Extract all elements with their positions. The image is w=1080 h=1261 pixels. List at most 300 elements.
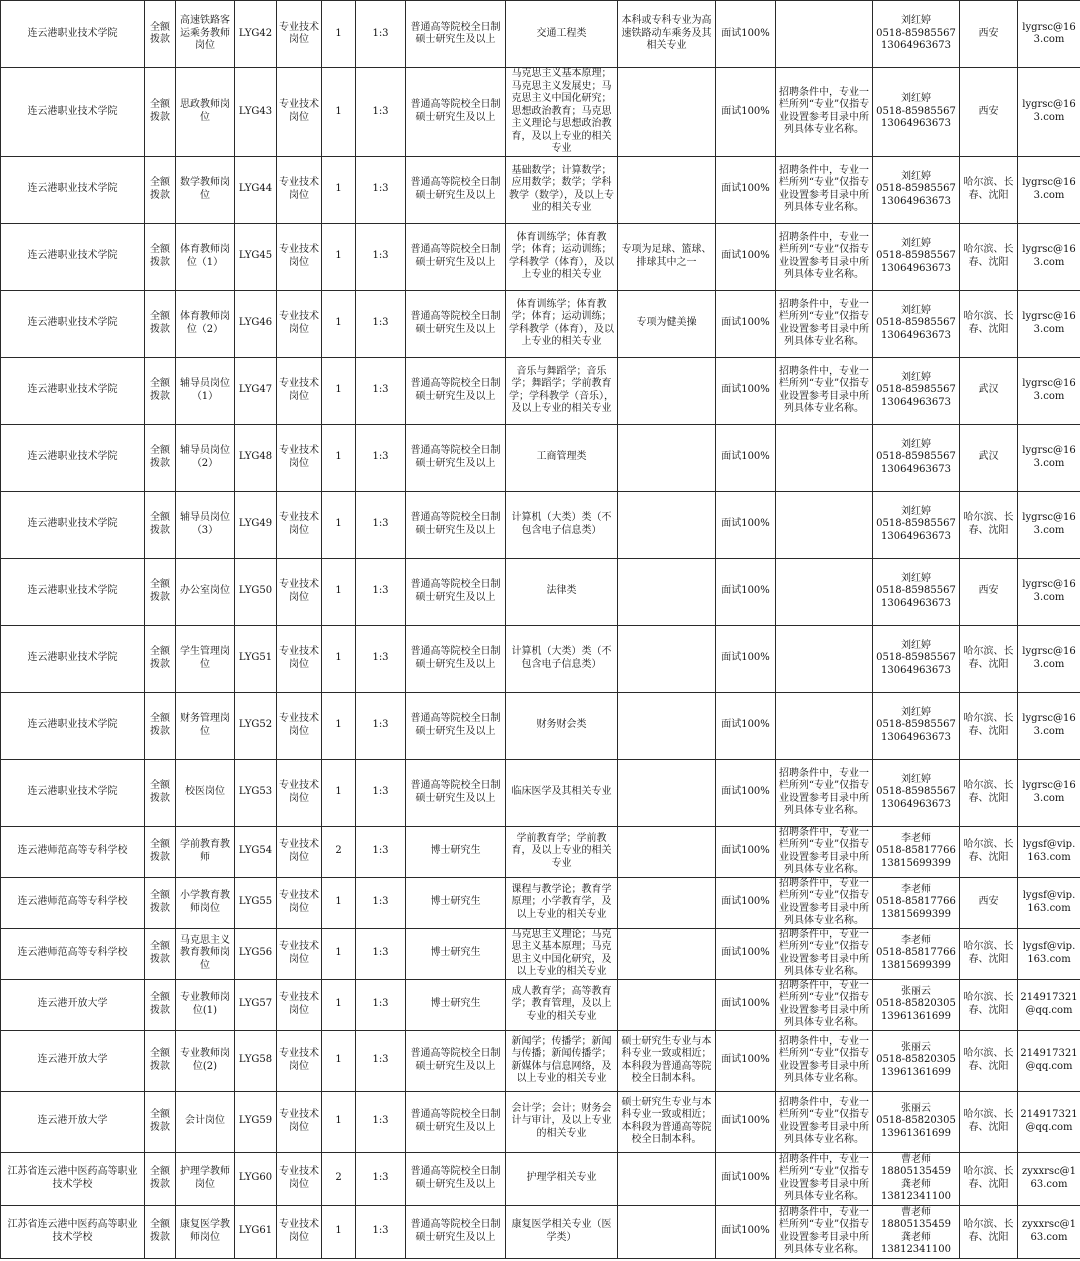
contact-cell xyxy=(873,424,960,491)
other-req-cell xyxy=(618,558,716,625)
note-cell xyxy=(776,692,873,759)
funding-cell: 全额拨款 xyxy=(145,491,176,558)
major-cell: 马克思主义理论；马克思主义基本原理；马克思主义中国化研究，及以上专业的相关专业 xyxy=(506,928,618,979)
unit-cell: 连云港职业技术学院 xyxy=(1,1,145,68)
note-cell xyxy=(776,558,873,625)
count-cell: 1 xyxy=(322,1030,356,1091)
position-cell: 专业教师岗位(2) xyxy=(176,1030,235,1091)
position-cell: 护理学教师岗位 xyxy=(176,1152,235,1205)
contact-cell xyxy=(873,558,960,625)
ratio-cell: 1:3 xyxy=(356,223,406,290)
contact-phone: 18805135459 xyxy=(881,1219,951,1230)
code-cell: LYG61 xyxy=(235,1205,277,1258)
major-cell: 新闻学；传播学；新闻与传播；新闻传播学；新媒体与信息网络，及以上专业的相关专业 xyxy=(506,1030,618,1091)
count-cell: 1 xyxy=(322,1205,356,1258)
note-cell: 招聘条件中，专业一栏所列“专业”仅指专业设置参考目录中所列具体专业名称。 xyxy=(776,357,873,424)
table-row xyxy=(1,357,1080,424)
contact-cell xyxy=(873,928,960,979)
contact-mobile: 13961361699 xyxy=(881,1066,951,1078)
major-cell: 临床医学及其相关专业 xyxy=(506,759,618,826)
exam-site-cell: 武汉 xyxy=(960,357,1018,424)
ratio-cell: 1:3 xyxy=(356,928,406,979)
table-row xyxy=(1,979,1080,1030)
major-cell: 音乐与舞蹈学；音乐学；舞蹈学；学前教育学；学科教学（音乐），及以上专业的相关专业 xyxy=(506,357,618,424)
email-cell: lygrsc@163.com xyxy=(1018,759,1080,826)
email-cell: lygrsc@163.com xyxy=(1018,491,1080,558)
code-cell: LYG55 xyxy=(235,877,277,928)
code-cell: LYG50 xyxy=(235,558,277,625)
note-cell: 招聘条件中，专业一栏所列“专业”仅指专业设置参考目录中所列具体专业名称。 xyxy=(776,223,873,290)
contact-mobile: 13064963673 xyxy=(881,798,951,810)
unit-cell: 连云港职业技术学院 xyxy=(1,156,145,223)
contact-name: 刘红婷 xyxy=(901,773,931,785)
code-cell: LYG48 xyxy=(235,424,277,491)
exam-cell: 面试100% xyxy=(716,759,776,826)
contact-name: 刘红婷 xyxy=(901,304,931,316)
other-req-cell: 硕士研究生专业与本科专业一致或相近；本科段为普通高等院校全日制本科。 xyxy=(618,1030,716,1091)
contact-cell xyxy=(873,1205,960,1258)
education-cell: 普通高等院校全日制硕士研究生及以上 xyxy=(406,290,506,357)
exam-site-cell: 哈尔滨、长春、沈阳 xyxy=(960,491,1018,558)
exam-site-cell: 哈尔滨、长春、沈阳 xyxy=(960,1152,1018,1205)
other-req-cell xyxy=(618,877,716,928)
education-cell: 普通高等院校全日制硕士研究生及以上 xyxy=(406,424,506,491)
unit-cell: 连云港开放大学 xyxy=(1,1091,145,1152)
email-cell: lygsf@vip.163.com xyxy=(1018,826,1080,877)
email-cell: lygrsc@163.com xyxy=(1018,357,1080,424)
category-cell: 专业技术岗位 xyxy=(277,1152,322,1205)
unit-cell: 连云港职业技术学院 xyxy=(1,491,145,558)
unit-cell: 连云港职业技术学院 xyxy=(1,625,145,692)
note-cell: 招聘条件中，专业一栏所列“专业”仅指专业设置参考目录中所列具体专业名称。 xyxy=(776,1091,873,1152)
category-cell: 专业技术岗位 xyxy=(277,223,322,290)
code-cell: LYG45 xyxy=(235,223,277,290)
major-cell: 成人教育学；高等教育学；教育管理，及以上专业的相关专业 xyxy=(506,979,618,1030)
table-row xyxy=(1,424,1080,491)
funding-cell: 全额拨款 xyxy=(145,979,176,1030)
contact-name: 刘红婷 xyxy=(901,170,931,182)
contact-mobile: 13064963673 xyxy=(881,329,951,341)
major-cell: 工商管理类 xyxy=(506,424,618,491)
education-cell: 博士研究生 xyxy=(406,826,506,877)
other-req-cell: 硕士研究生专业与本科专业一致或相近；本科段为普通高等院校全日制本科。 xyxy=(618,1091,716,1152)
contact-mobile: 13064963673 xyxy=(881,40,951,52)
position-cell: 高速铁路客运乘务教师岗位 xyxy=(176,1,235,68)
contact-mobile: 13064963673 xyxy=(881,597,951,609)
category-cell: 专业技术岗位 xyxy=(277,1030,322,1091)
contact-phone: 0518-85817766 xyxy=(876,947,956,959)
position-cell: 会计岗位 xyxy=(176,1091,235,1152)
other-req-cell xyxy=(618,979,716,1030)
contact-phone: 0518-85817766 xyxy=(876,896,956,908)
contact-cell xyxy=(873,68,960,157)
exam-cell: 面试100% xyxy=(716,68,776,157)
contact-phone: 0518-85820305 xyxy=(876,1054,956,1066)
category-cell: 专业技术岗位 xyxy=(277,877,322,928)
exam-site-cell: 西安 xyxy=(960,1,1018,68)
position-cell: 学前教育教师 xyxy=(176,826,235,877)
category-cell: 专业技术岗位 xyxy=(277,625,322,692)
position-cell: 思政教师岗位 xyxy=(176,68,235,157)
note-cell: 招聘条件中，专业一栏所列“专业”仅指专业设置参考目录中所列具体专业名称。 xyxy=(776,979,873,1030)
code-cell: LYG60 xyxy=(235,1152,277,1205)
ratio-cell: 1:3 xyxy=(356,558,406,625)
funding-cell: 全额拨款 xyxy=(145,1091,176,1152)
ratio-cell: 1:3 xyxy=(356,1205,406,1258)
contact-name: 张丽云 xyxy=(901,1102,931,1114)
table-row xyxy=(1,156,1080,223)
contact-cell xyxy=(873,357,960,424)
contact-mobile: 13064963673 xyxy=(881,396,951,408)
funding-cell: 全额拨款 xyxy=(145,1152,176,1205)
other-req-cell xyxy=(618,424,716,491)
unit-cell: 连云港开放大学 xyxy=(1,979,145,1030)
contact-cell xyxy=(873,1,960,68)
contact-name: 刘红婷 xyxy=(901,371,931,383)
other-req-cell: 专项为健美操 xyxy=(618,290,716,357)
position-cell: 专业教师岗位(1) xyxy=(176,979,235,1030)
exam-cell: 面试100% xyxy=(716,979,776,1030)
contact-phone: 0518-85820305 xyxy=(876,998,956,1010)
code-cell: LYG54 xyxy=(235,826,277,877)
code-cell: LYG58 xyxy=(235,1030,277,1091)
contact-cell xyxy=(873,692,960,759)
email-cell: lygrsc@163.com xyxy=(1018,1,1080,68)
contact-cell xyxy=(873,156,960,223)
contact-name: 刘红婷 xyxy=(901,93,931,104)
category-cell: 专业技术岗位 xyxy=(277,1205,322,1258)
exam-cell: 面试100% xyxy=(716,290,776,357)
contact-name: 刘红婷 xyxy=(901,572,931,584)
other-req-cell xyxy=(618,692,716,759)
table-row xyxy=(1,625,1080,692)
count-cell: 1 xyxy=(322,156,356,223)
contact-name: 刘红婷 xyxy=(901,438,931,450)
funding-cell: 全额拨款 xyxy=(145,692,176,759)
funding-cell: 全额拨款 xyxy=(145,357,176,424)
contact-name-2: 龚老师 xyxy=(901,1231,931,1243)
ratio-cell: 1:3 xyxy=(356,1091,406,1152)
exam-cell: 面试100% xyxy=(716,357,776,424)
contact-name: 曹老师 xyxy=(901,1153,931,1165)
funding-cell: 全额拨款 xyxy=(145,877,176,928)
position-cell: 康复医学教师岗位 xyxy=(176,1205,235,1258)
contact-phone: 0518-85985567 xyxy=(876,317,956,329)
count-cell: 1 xyxy=(322,625,356,692)
exam-site-cell: 哈尔滨、长春、沈阳 xyxy=(960,290,1018,357)
contact-phone: 0518-85985567 xyxy=(876,719,956,731)
exam-site-cell: 哈尔滨、长春、沈阳 xyxy=(960,1030,1018,1091)
other-req-cell xyxy=(618,826,716,877)
ratio-cell: 1:3 xyxy=(356,357,406,424)
note-cell xyxy=(776,491,873,558)
code-cell: LYG52 xyxy=(235,692,277,759)
contact-phone: 0518-85985567 xyxy=(876,183,956,195)
contact-cell xyxy=(873,491,960,558)
funding-cell: 全额拨款 xyxy=(145,558,176,625)
funding-cell: 全额拨款 xyxy=(145,1,176,68)
contact-phone: 18805135459 xyxy=(881,1166,951,1177)
exam-site-cell: 哈尔滨、长春、沈阳 xyxy=(960,625,1018,692)
funding-cell: 全额拨款 xyxy=(145,625,176,692)
unit-cell: 连云港职业技术学院 xyxy=(1,68,145,157)
email-cell: lygrsc@163.com xyxy=(1018,692,1080,759)
ratio-cell: 1:3 xyxy=(356,692,406,759)
contact-cell xyxy=(873,979,960,1030)
contact-mobile: 13064963673 xyxy=(881,118,951,129)
table-row xyxy=(1,759,1080,826)
funding-cell: 全额拨款 xyxy=(145,68,176,157)
contact-phone: 0518-85817766 xyxy=(876,845,956,857)
education-cell: 普通高等院校全日制硕士研究生及以上 xyxy=(406,1030,506,1091)
note-cell: 招聘条件中，专业一栏所列“专业”仅指专业设置参考目录中所列具体专业名称。 xyxy=(776,68,873,157)
count-cell: 1 xyxy=(322,290,356,357)
exam-site-cell: 哈尔滨、长春、沈阳 xyxy=(960,156,1018,223)
category-cell: 专业技术岗位 xyxy=(277,156,322,223)
email-cell: lygsf@vip.163.com xyxy=(1018,928,1080,979)
category-cell: 专业技术岗位 xyxy=(277,759,322,826)
table-row xyxy=(1,692,1080,759)
contact-name: 张丽云 xyxy=(901,1041,931,1053)
note-cell: 招聘条件中，专业一栏所列“专业”仅指专业设置参考目录中所列具体专业名称。 xyxy=(776,1152,873,1205)
contact-name: 李老师 xyxy=(901,934,931,946)
other-req-cell: 本科或专科专业为高速铁路动车乘务及其相关专业 xyxy=(618,1,716,68)
education-cell: 普通高等院校全日制硕士研究生及以上 xyxy=(406,68,506,157)
count-cell: 1 xyxy=(322,357,356,424)
contact-mobile: 13815699399 xyxy=(881,857,951,869)
other-req-cell xyxy=(618,156,716,223)
exam-site-cell: 哈尔滨、长春、沈阳 xyxy=(960,928,1018,979)
contact-cell xyxy=(873,759,960,826)
major-cell: 计算机（大类）类（不包含电子信息类） xyxy=(506,491,618,558)
table-row xyxy=(1,68,1080,157)
education-cell: 博士研究生 xyxy=(406,877,506,928)
email-cell: lygrsc@163.com xyxy=(1018,223,1080,290)
email-cell: zyxxrsc@163.com xyxy=(1018,1152,1080,1205)
email-cell: lygrsc@163.com xyxy=(1018,625,1080,692)
contact-phone: 0518-85985567 xyxy=(876,27,956,39)
email-cell: lygrsc@163.com xyxy=(1018,290,1080,357)
code-cell: LYG49 xyxy=(235,491,277,558)
note-cell: 招聘条件中，专业一栏所列“专业”仅指专业设置参考目录中所列具体专业名称。 xyxy=(776,759,873,826)
contact-name: 曹老师 xyxy=(901,1206,931,1218)
education-cell: 普通高等院校全日制硕士研究生及以上 xyxy=(406,625,506,692)
email-cell: lygrsc@163.com xyxy=(1018,424,1080,491)
count-cell: 1 xyxy=(322,928,356,979)
count-cell: 1 xyxy=(322,558,356,625)
contact-phone: 0518-85985567 xyxy=(876,451,956,463)
ratio-cell: 1:3 xyxy=(356,68,406,157)
note-cell: 招聘条件中，专业一栏所列“专业”仅指专业设置参考目录中所列具体专业名称。 xyxy=(776,1205,873,1258)
table-row xyxy=(1,558,1080,625)
contact-phone: 0518-85985567 xyxy=(876,518,956,530)
contact-mobile: 13812341100 xyxy=(881,1244,951,1255)
exam-cell: 面试100% xyxy=(716,1,776,68)
category-cell: 专业技术岗位 xyxy=(277,357,322,424)
code-cell: LYG47 xyxy=(235,357,277,424)
major-cell: 法律类 xyxy=(506,558,618,625)
exam-site-cell: 哈尔滨、长春、沈阳 xyxy=(960,759,1018,826)
education-cell: 博士研究生 xyxy=(406,979,506,1030)
table-row xyxy=(1,1030,1080,1091)
position-cell: 辅导员岗位（3） xyxy=(176,491,235,558)
major-cell: 会计学；会计；财务会计与审计，及以上专业的相关专业 xyxy=(506,1091,618,1152)
exam-site-cell: 哈尔滨、长春、沈阳 xyxy=(960,979,1018,1030)
contact-mobile: 13815699399 xyxy=(881,908,951,920)
position-cell: 马克思主义教育教师岗位 xyxy=(176,928,235,979)
ratio-cell: 1:3 xyxy=(356,826,406,877)
count-cell: 1 xyxy=(322,1091,356,1152)
category-cell: 专业技术岗位 xyxy=(277,290,322,357)
contact-phone: 0518-85985567 xyxy=(876,384,956,396)
unit-cell: 连云港职业技术学院 xyxy=(1,692,145,759)
table-row xyxy=(1,1152,1080,1205)
contact-name: 刘红婷 xyxy=(901,706,931,718)
count-cell: 1 xyxy=(322,1,356,68)
exam-site-cell: 武汉 xyxy=(960,424,1018,491)
table-row xyxy=(1,491,1080,558)
education-cell: 普通高等院校全日制硕士研究生及以上 xyxy=(406,357,506,424)
contact-name: 刘红婷 xyxy=(901,639,931,651)
major-cell: 康复医学相关专业（医学类） xyxy=(506,1205,618,1258)
exam-site-cell: 西安 xyxy=(960,68,1018,157)
category-cell: 专业技术岗位 xyxy=(277,491,322,558)
education-cell: 普通高等院校全日制硕士研究生及以上 xyxy=(406,223,506,290)
count-cell: 1 xyxy=(322,491,356,558)
unit-cell: 江苏省连云港中医药高等职业技术学校 xyxy=(1,1205,145,1258)
contact-cell xyxy=(873,877,960,928)
education-cell: 普通高等院校全日制硕士研究生及以上 xyxy=(406,1205,506,1258)
code-cell: LYG53 xyxy=(235,759,277,826)
education-cell: 普通高等院校全日制硕士研究生及以上 xyxy=(406,156,506,223)
position-cell: 小学教育教师岗位 xyxy=(176,877,235,928)
unit-cell: 连云港职业技术学院 xyxy=(1,424,145,491)
funding-cell: 全额拨款 xyxy=(145,1030,176,1091)
other-req-cell xyxy=(618,68,716,157)
other-req-cell xyxy=(618,1205,716,1258)
count-cell: 1 xyxy=(322,692,356,759)
contact-mobile: 13064963673 xyxy=(881,664,951,676)
contact-mobile: 13064963673 xyxy=(881,463,951,475)
funding-cell: 全额拨款 xyxy=(145,223,176,290)
exam-site-cell: 西安 xyxy=(960,877,1018,928)
count-cell: 1 xyxy=(322,223,356,290)
funding-cell: 全额拨款 xyxy=(145,826,176,877)
table-row xyxy=(1,928,1080,979)
contact-name: 李老师 xyxy=(901,883,931,895)
unit-cell: 连云港师范高等专科学校 xyxy=(1,928,145,979)
exam-cell: 面试100% xyxy=(716,877,776,928)
ratio-cell: 1:3 xyxy=(356,625,406,692)
funding-cell: 全额拨款 xyxy=(145,928,176,979)
category-cell: 专业技术岗位 xyxy=(277,558,322,625)
major-cell: 马克思主义基本原理；马克思主义发展史；马克思主义中国化研究；思想政治教育；马克思主义理论与思想政治教育，及以上专业的相关专业 xyxy=(506,68,618,157)
unit-cell: 连云港开放大学 xyxy=(1,1030,145,1091)
funding-cell: 全额拨款 xyxy=(145,156,176,223)
note-cell: 招聘条件中，专业一栏所列“专业”仅指专业设置参考目录中所列具体专业名称。 xyxy=(776,826,873,877)
contact-name: 张丽云 xyxy=(901,985,931,997)
position-cell: 办公室岗位 xyxy=(176,558,235,625)
funding-cell: 全额拨款 xyxy=(145,290,176,357)
unit-cell: 连云港师范高等专科学校 xyxy=(1,877,145,928)
education-cell: 普通高等院校全日制硕士研究生及以上 xyxy=(406,1,506,68)
category-cell: 专业技术岗位 xyxy=(277,68,322,157)
education-cell: 普通高等院校全日制硕士研究生及以上 xyxy=(406,1091,506,1152)
unit-cell: 连云港职业技术学院 xyxy=(1,357,145,424)
contact-cell xyxy=(873,1152,960,1205)
contact-cell xyxy=(873,223,960,290)
education-cell: 普通高等院校全日制硕士研究生及以上 xyxy=(406,1152,506,1205)
table-row xyxy=(1,223,1080,290)
education-cell: 普通高等院校全日制硕士研究生及以上 xyxy=(406,759,506,826)
major-cell: 学前教育学；学前教育，及以上专业的相关专业 xyxy=(506,826,618,877)
contact-name: 刘红婷 xyxy=(901,15,931,27)
code-cell: LYG59 xyxy=(235,1091,277,1152)
category-cell: 专业技术岗位 xyxy=(277,692,322,759)
position-cell: 体育教师岗位（1） xyxy=(176,223,235,290)
ratio-cell: 1:3 xyxy=(356,759,406,826)
category-cell: 专业技术岗位 xyxy=(277,1,322,68)
table-row xyxy=(1,1091,1080,1152)
email-cell: 214917321@qq.com xyxy=(1018,1091,1080,1152)
email-cell: lygsf@vip.163.com xyxy=(1018,877,1080,928)
exam-cell: 面试100% xyxy=(716,156,776,223)
note-cell: 招聘条件中，专业一栏所列“专业”仅指专业设置参考目录中所列具体专业名称。 xyxy=(776,877,873,928)
other-req-cell xyxy=(618,625,716,692)
exam-site-cell: 西安 xyxy=(960,558,1018,625)
count-cell: 1 xyxy=(322,759,356,826)
contact-mobile: 13961361699 xyxy=(881,1010,951,1022)
contact-mobile: 13812341100 xyxy=(881,1191,951,1202)
note-cell xyxy=(776,625,873,692)
code-cell: LYG56 xyxy=(235,928,277,979)
ratio-cell: 1:3 xyxy=(356,877,406,928)
contact-cell xyxy=(873,1091,960,1152)
table-row xyxy=(1,290,1080,357)
exam-cell: 面试100% xyxy=(716,1205,776,1258)
major-cell: 计算机（大类）类（不包含电子信息类） xyxy=(506,625,618,692)
unit-cell: 连云港职业技术学院 xyxy=(1,223,145,290)
funding-cell: 全额拨款 xyxy=(145,424,176,491)
exam-cell: 面试100% xyxy=(716,1091,776,1152)
contact-mobile: 13815699399 xyxy=(881,959,951,971)
count-cell: 1 xyxy=(322,68,356,157)
major-cell: 课程与教学论；教育学原理；小学教育学，及以上专业的相关专业 xyxy=(506,877,618,928)
count-cell: 2 xyxy=(322,826,356,877)
email-cell: lygrsc@163.com xyxy=(1018,68,1080,157)
contact-phone: 0518-85985567 xyxy=(876,652,956,664)
email-cell: zyxxrsc@163.com xyxy=(1018,1205,1080,1258)
other-req-cell xyxy=(618,357,716,424)
ratio-cell: 1:3 xyxy=(356,1,406,68)
code-cell: LYG57 xyxy=(235,979,277,1030)
funding-cell: 全额拨款 xyxy=(145,1205,176,1258)
funding-cell: 全额拨款 xyxy=(145,759,176,826)
exam-cell: 面试100% xyxy=(716,625,776,692)
contact-mobile: 13064963673 xyxy=(881,731,951,743)
code-cell: LYG43 xyxy=(235,68,277,157)
table-row xyxy=(1,877,1080,928)
ratio-cell: 1:3 xyxy=(356,1152,406,1205)
education-cell: 普通高等院校全日制硕士研究生及以上 xyxy=(406,491,506,558)
major-cell: 体育训练学；体育教学；体育；运动训练；学科教学（体育），及以上专业的相关专业 xyxy=(506,290,618,357)
exam-cell: 面试100% xyxy=(716,1152,776,1205)
education-cell: 普通高等院校全日制硕士研究生及以上 xyxy=(406,692,506,759)
position-cell: 体育教师岗位（2） xyxy=(176,290,235,357)
code-cell: LYG46 xyxy=(235,290,277,357)
major-cell: 财务财会类 xyxy=(506,692,618,759)
note-cell xyxy=(776,424,873,491)
